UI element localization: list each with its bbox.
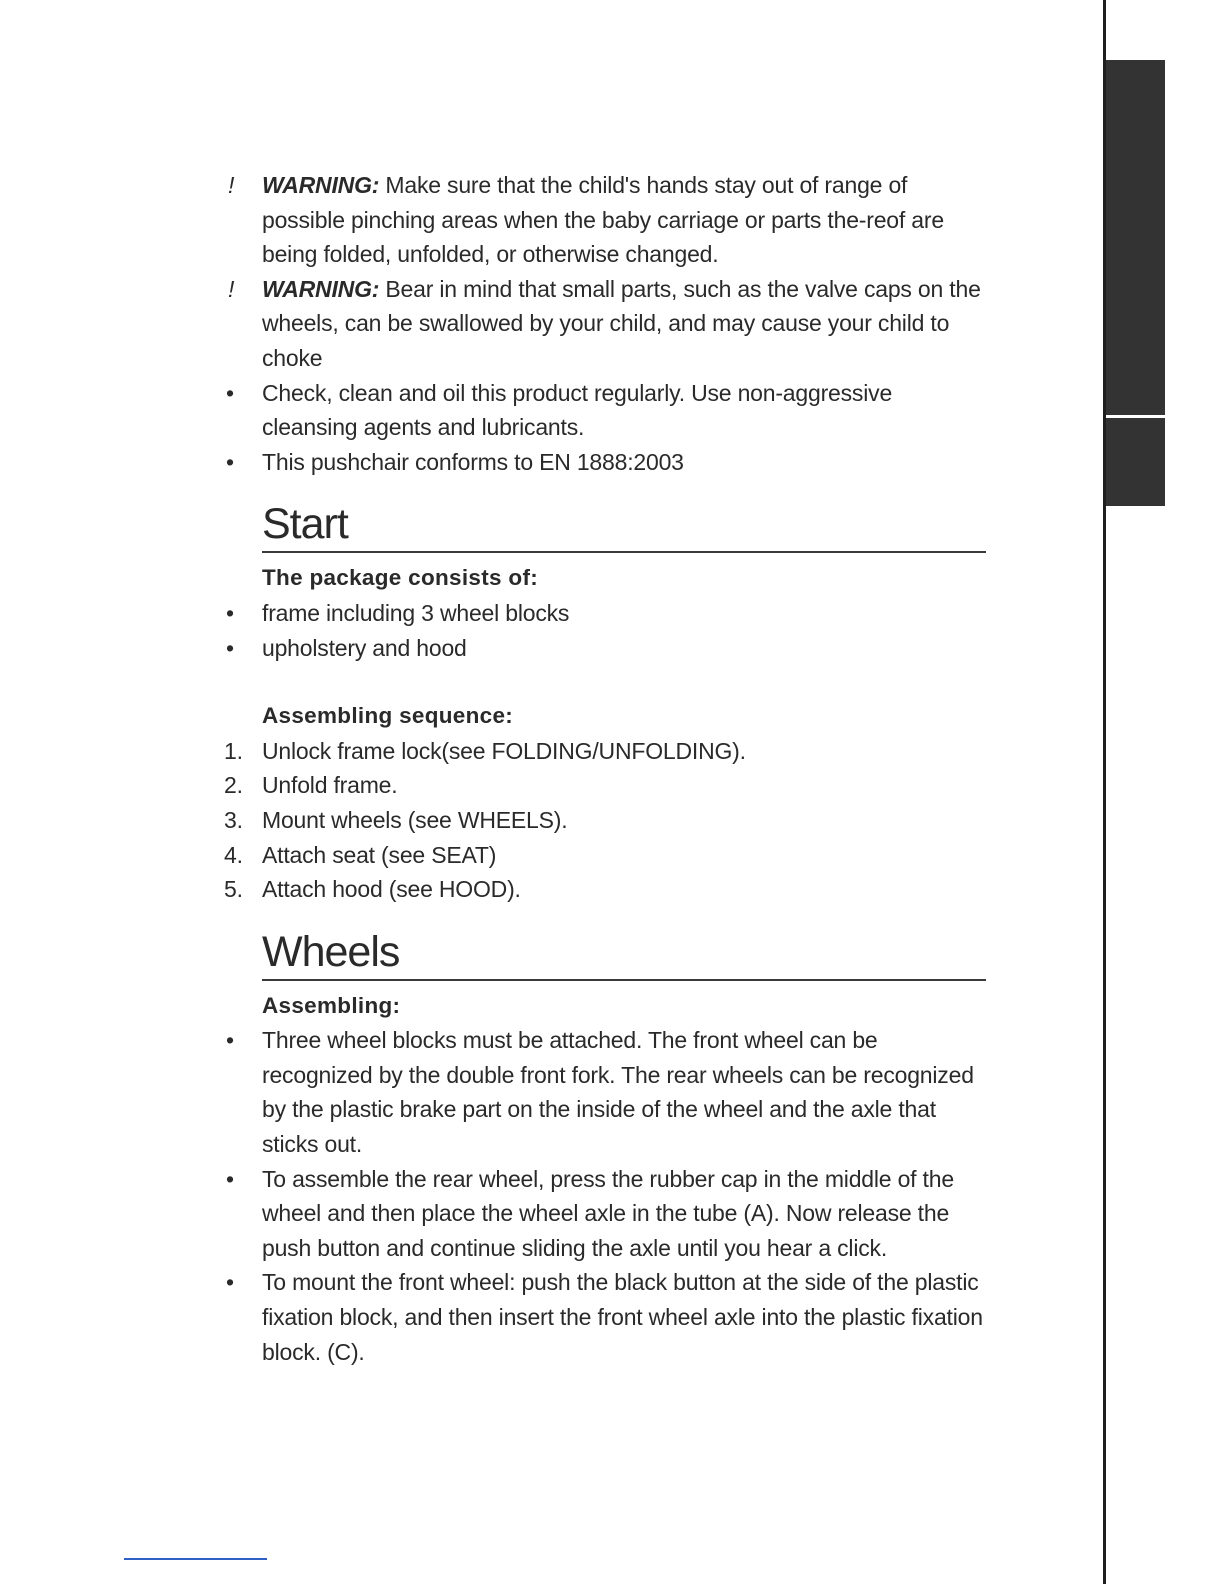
- section-title-wheels: Wheels: [262, 927, 986, 981]
- bullet-marker: •: [226, 599, 234, 626]
- package-heading: The package consists of:: [262, 565, 539, 591]
- warning-text: Make sure that the child's hands stay out of range of possible pinching areas when the baby carriage or parts the-reof are being folded, unfolded, or otherwise changed.: [262, 172, 944, 268]
- bullet-marker: •: [226, 1165, 234, 1192]
- step-text: Unfold frame.: [262, 772, 398, 799]
- bullet-marker: •: [226, 1027, 234, 1054]
- sequence-step: [226, 803, 986, 838]
- sequence-step: [226, 734, 986, 769]
- wheels-item: [226, 1265, 986, 1369]
- footer-link-underline: [124, 1558, 267, 1560]
- warning-marker: !: [228, 172, 235, 198]
- warning-item: [226, 272, 986, 376]
- step-number: 5.: [224, 876, 243, 903]
- wheels-item-text: To assemble the rear wheel, press the rubber cap in the middle of the wheel and then place the wheel axle in the tube (A). Now release the push button and continue sliding the axle until you hear a click.: [262, 1165, 954, 1261]
- package-item-text: upholstery and hood: [262, 634, 467, 661]
- bullet-item: [226, 445, 986, 480]
- bullet-marker: •: [226, 634, 234, 661]
- section-title-start: Start: [262, 499, 986, 553]
- bullet-marker: •: [226, 1269, 234, 1296]
- step-text: Attach hood (see HOOD).: [262, 876, 521, 903]
- bullet-text: This pushchair conforms to EN 1888:2003: [262, 448, 684, 475]
- manual-page-content: [226, 168, 986, 1369]
- warning-label: WARNING:: [262, 172, 380, 198]
- wheels-item-text: To mount the front wheel: push the black button at the side of the plastic fixation block, and then insert the front wheel axle into the plastic fixation block. (C).: [262, 1269, 983, 1365]
- step-number: 3.: [224, 806, 243, 833]
- step-number: 1.: [224, 737, 243, 764]
- warning-text: Bear in mind that small parts, such as the valve caps on the wheels, can be swallowed by your child, and may cause your child to choke: [262, 275, 981, 371]
- step-number: 4.: [224, 841, 243, 868]
- step-text: Unlock frame lock(see FOLDING/UNFOLDING).: [262, 737, 746, 764]
- step-text: Mount wheels (see WHEELS).: [262, 806, 568, 833]
- bullet-marker: •: [226, 379, 234, 406]
- chapter-tab-primary: [1106, 60, 1165, 415]
- bullet-text: Check, clean and oil this product regularly. Use non-aggressive cleansing agents and lubricants.: [262, 379, 893, 441]
- assembling-heading: Assembling:: [262, 992, 401, 1018]
- sequence-step: [226, 872, 986, 907]
- step-text: Attach seat (see SEAT): [262, 841, 497, 868]
- bullet-item: [226, 376, 986, 445]
- sequence-step: [226, 768, 986, 803]
- sequence-heading: Assembling sequence:: [262, 703, 514, 729]
- sequence-step: [226, 838, 986, 873]
- spacer: [226, 665, 986, 699]
- warning-item: [226, 168, 986, 272]
- warning-marker: !: [228, 275, 235, 302]
- step-number: 2.: [224, 772, 243, 799]
- package-item-text: frame including 3 wheel blocks: [262, 599, 570, 626]
- wheels-item: [226, 1023, 986, 1161]
- package-item: [226, 596, 986, 631]
- wheels-item: [226, 1162, 986, 1266]
- chapter-tab-secondary: [1106, 418, 1165, 506]
- warning-label: WARNING:: [262, 275, 380, 302]
- bullet-marker: •: [226, 448, 234, 475]
- wheels-item-text: Three wheel blocks must be attached. The front wheel can be recognized by the double front fork. The rear wheels can be recognized by the plastic brake part on the inside of the wheel and the axle that sticks out.: [262, 1027, 974, 1158]
- package-item: [226, 631, 986, 666]
